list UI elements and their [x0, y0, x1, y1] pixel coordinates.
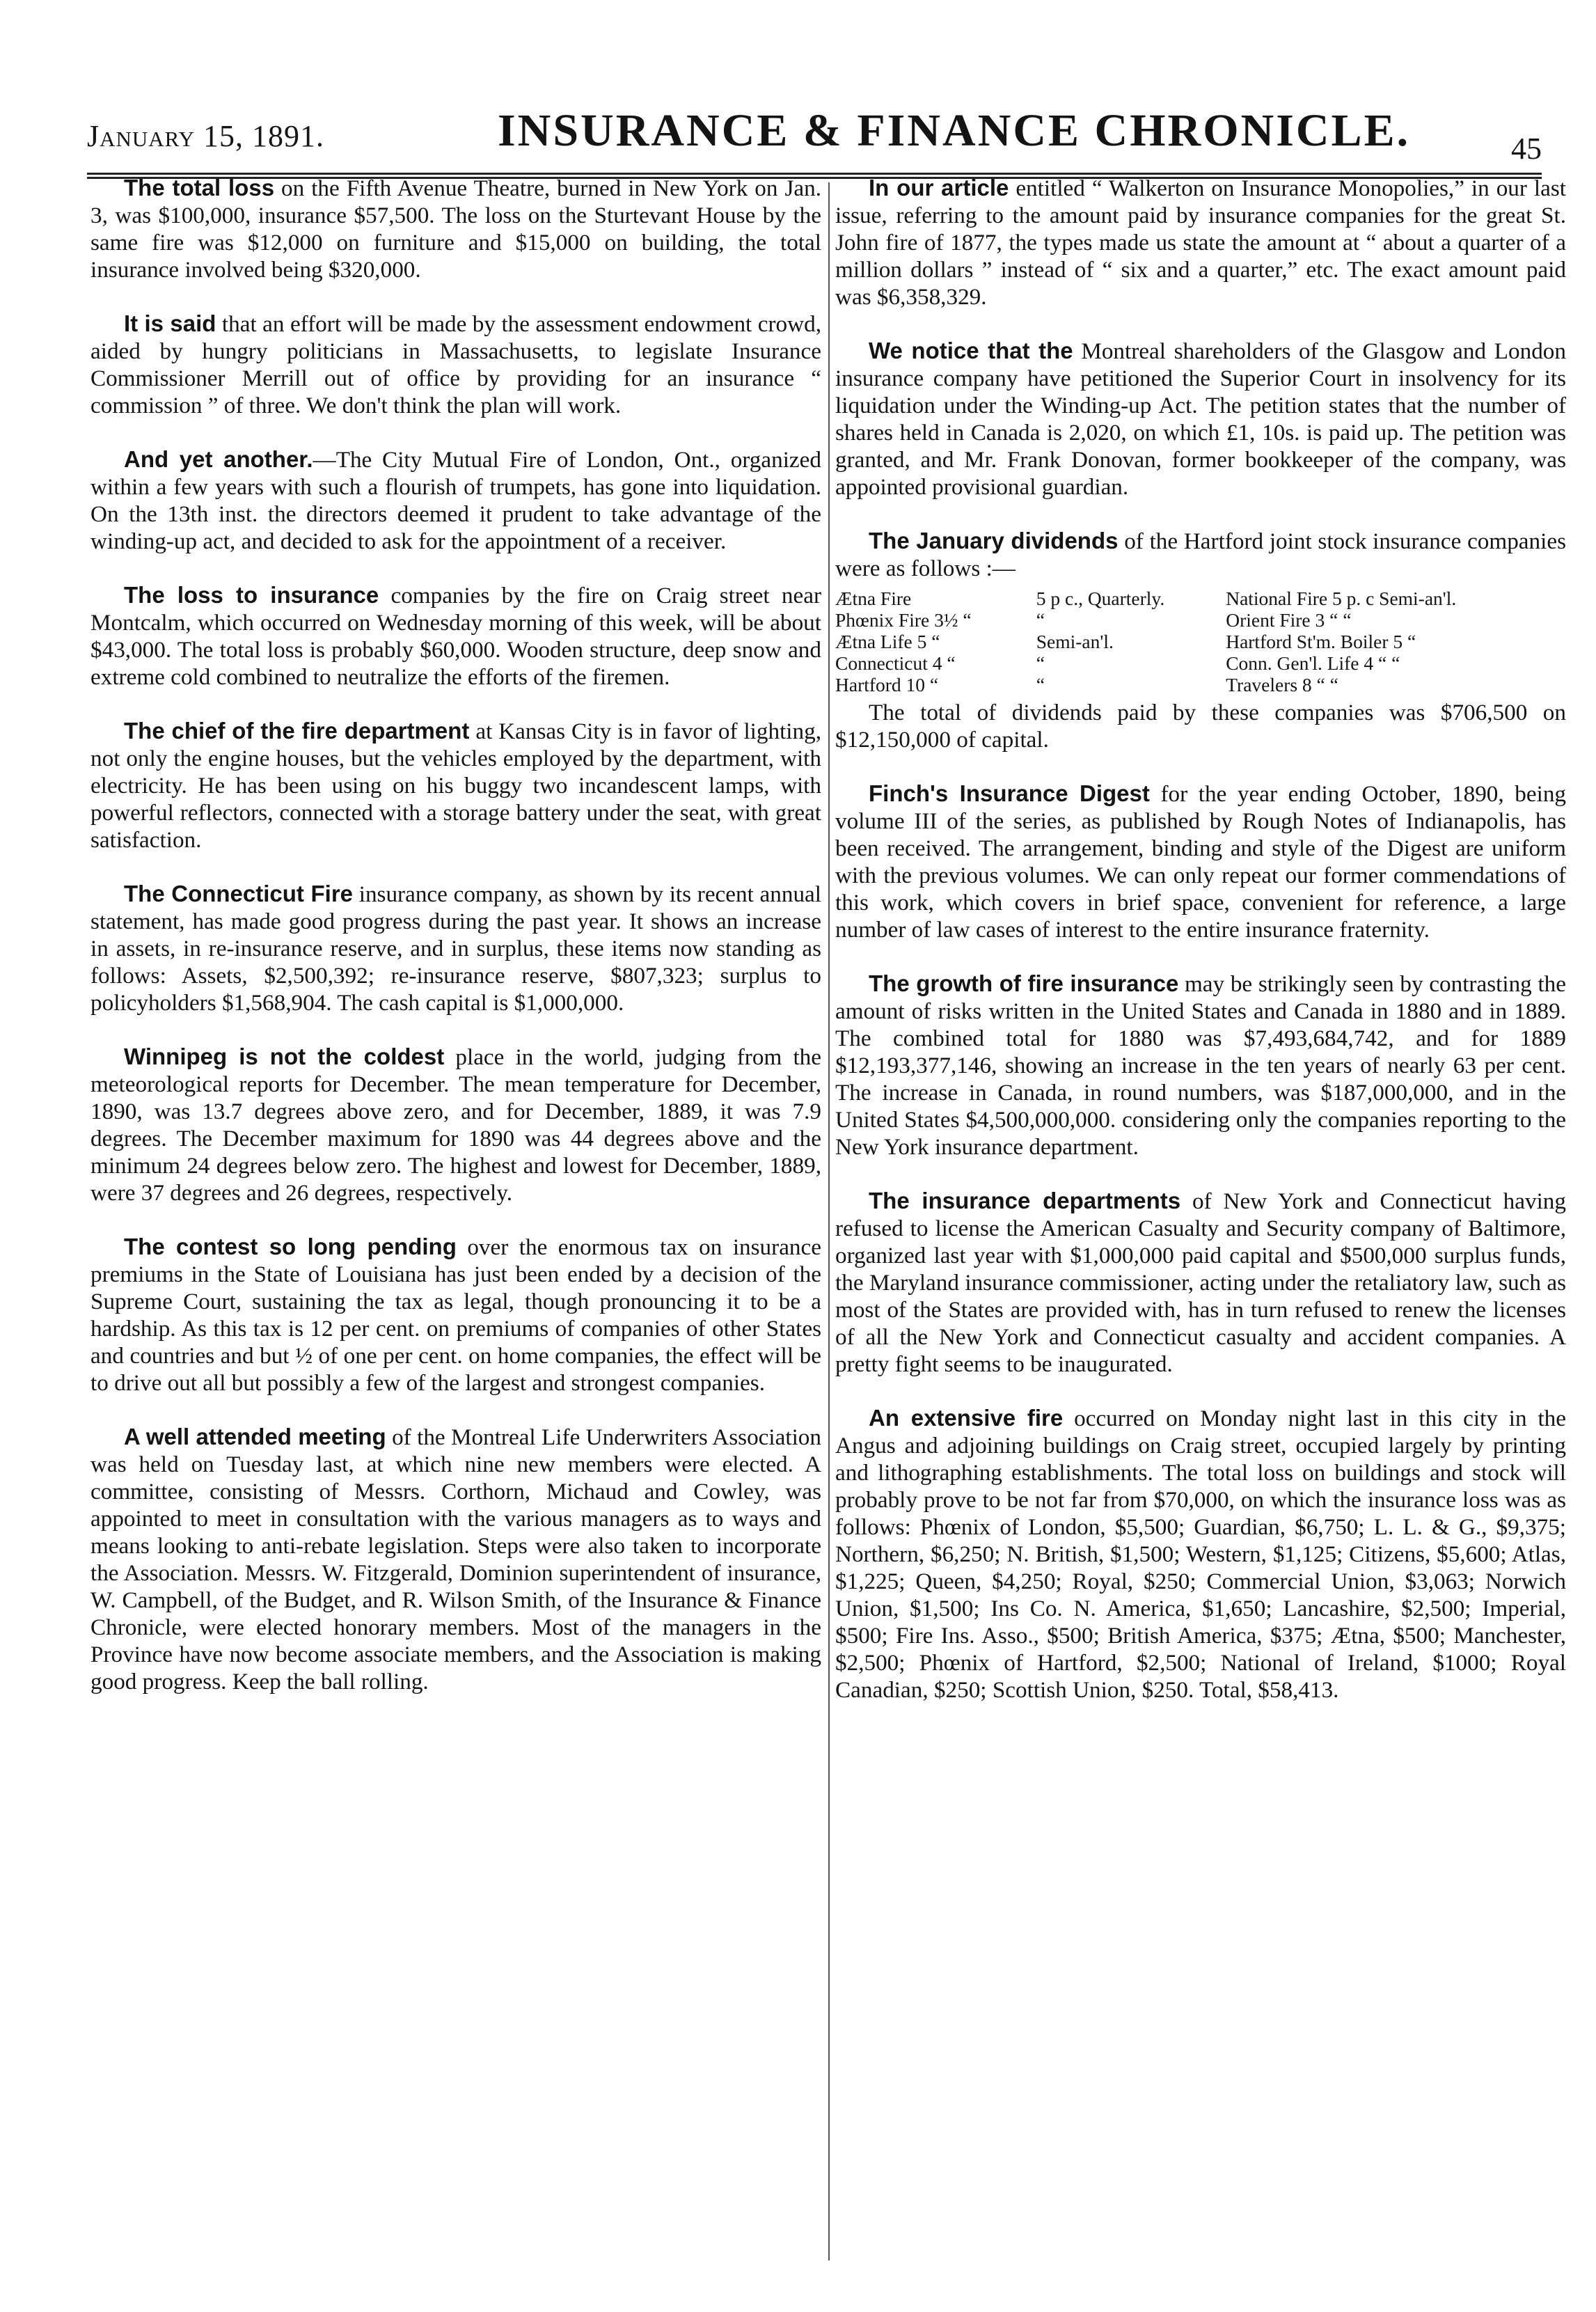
- item-lead: The Connecticut Fire: [124, 881, 354, 906]
- item-body: of the Hartford joint stock insurance companies were as follows :—: [835, 528, 1566, 581]
- table-cell: Ætna Fire: [835, 588, 912, 609]
- table-cell: Semi-an'l.: [1036, 631, 1114, 652]
- table-row: [835, 631, 1566, 652]
- item-body: that an effort will be made by the assessment endowment crowd, aided by hungry politicians in Massachusetts, to legislate Insurance Commissioner Merrill out of office by providing for an insurance “ commission ” of three. We don't think the plan will work.: [90, 311, 821, 418]
- table-row: [835, 588, 1566, 609]
- table-cell: “: [1036, 674, 1045, 695]
- news-item: [90, 1423, 821, 1695]
- table-cell: Connecticut 4 “: [835, 652, 956, 674]
- item-body: place in the world, judging from the meteorological reports for December. The mean temperature for December, 1890, was 13.7 degrees above zero, and for December, 1889, it was 7.9 degrees. The December maximum for 1890 was 44 degrees above and the minimum 24 degrees below zero. The highest and lowest for December, 1889, were 37 degrees and 26 degrees, respectively.: [90, 1044, 821, 1206]
- item-lead: The total loss: [124, 175, 275, 200]
- item-lead: An extensive fire: [869, 1405, 1064, 1431]
- issue-date: January 15, 1891.: [87, 119, 325, 153]
- item-body: occurred on Monday night last in this city in the Angus and adjoining buildings on Craig street, occupied largely by printing and lithographing establishments. The total loss on buildings and stock will probably prove to be not far from $70,000, on which the insurance loss was as follows: Phœnix of London, $5,500; Guardian, $6,750; L. L. & G., $9,375; Northern, $6,250; N. British, $1,500; Western, $1,125; Citizens, $5,600; Atlas, $1,225; Queen, $4,250; Royal, $250; Commercial Union, $3,063; Norwich Union, $1,500; Ins Co. N. America, $1,650; Lancashire, $2,500; Imperial, $500; Fire Ins. Asso., $500; British America, $375; Ætna, $500; Manchester, $2,500; Phœnix of Hartford, $2,500; National of Ireland, $1000; Royal Canadian, $250; Scottish Union, $250. Total, $58,413.: [835, 1406, 1566, 1703]
- table-row: [835, 609, 1566, 631]
- item-lead: The loss to insurance: [124, 582, 379, 608]
- page-number: 45: [1511, 132, 1542, 166]
- dividends-table: [835, 588, 1566, 695]
- item-body: companies by the fire on Craig street near Montcalm, which occurred on Wednesday morning of this week, will be about $43,000. The total loss is probably $60,000. Wooden structure, deep snow and extreme cold combined to neutralize the efforts of the firemen.: [90, 583, 821, 690]
- news-item: [90, 880, 821, 1016]
- table-cell: Orient Fire 3 “ “: [1226, 609, 1352, 631]
- table-cell: National Fire 5 p. c Semi-an'l.: [1226, 588, 1457, 609]
- item-body: —The City Mutual Fire of London, Ont., organized within a few years with such a flourish of trumpets, has gone into liquidation. On the 13th inst. the directors deemed it prudent to take advantage of the winding-up act, and decided to ask for the appointment of a receiver.: [90, 447, 821, 554]
- left-column: [90, 174, 821, 1722]
- item-body: The total of dividends paid by these companies was $706,500 on $12,150,000 of capital.: [835, 700, 1566, 753]
- table-cell: 5 p c., Quarterly.: [1036, 588, 1165, 609]
- item-body: of New York and Connecticut having refused to license the American Casualty and Security company of Baltimore, organized last year with $1,000,000 paid capital and $500,000 surplus funds, the Maryland insurance commissioner, acting under the retaliatory law, such as most of the States are provided with, has in turn refused to renew the licenses of all the New York and Connecticut casualty and accident companies. A pretty fight seems to be inaugurated.: [835, 1188, 1566, 1377]
- news-item: [90, 717, 821, 854]
- item-lead: A well attended meeting: [124, 1424, 386, 1449]
- news-item: [835, 527, 1566, 582]
- item-lead: In our article: [869, 175, 1009, 200]
- table-cell: Hartford St'm. Boiler 5 “: [1226, 631, 1416, 652]
- item-body: for the year ending October, 1890, being volume III of the series, as published by Rough Notes of Indianapolis, has been received. The arrangement, binding and style of the Digest are uniform with the previous volumes. We can only repeat our former commendations of this work, which covers in brief space, convenient for reference, a large number of law cases of interest to the entire insurance fraternity.: [835, 781, 1567, 943]
- page-header: [87, 104, 1542, 167]
- news-item: [835, 780, 1566, 943]
- news-item: [835, 698, 1566, 753]
- news-item: [90, 174, 821, 283]
- table-cell: Ætna Life 5 “: [835, 631, 940, 652]
- news-item: [90, 1043, 821, 1206]
- item-lead: And yet another.: [124, 446, 313, 472]
- news-item: [835, 337, 1566, 501]
- item-lead: We notice that the: [869, 338, 1073, 363]
- item-lead: The chief of the fire department: [124, 718, 470, 744]
- table-cell: “: [1036, 609, 1045, 631]
- item-lead: Finch's Insurance Digest: [869, 780, 1150, 806]
- news-item: [90, 446, 821, 555]
- news-item: [90, 581, 821, 691]
- news-item: [90, 310, 821, 419]
- item-body: at Kansas City is in favor of lighting, not only the engine houses, but the vehicles employed by the department, with electricity. He has been using on his buggy two incandescent lamps, with powerful reflectors, connected with a storage battery under the seat, with great satisfaction.: [90, 718, 821, 853]
- item-body: may be strikingly seen by contrasting the amount of risks written in the United States and Canada in 1880 and in 1889. The combined total for 1880 was $7,493,684,742, and for 1889 $12,193,377,146, showing an increase in the ten years of nearly 63 per cent. The increase in Canada, in round numbers, was $187,000,000, and in the United States $4,500,000,000. considering only the companies reporting to the New York insurance department.: [835, 971, 1566, 1160]
- table-cell: Travelers 8 “ “: [1226, 674, 1338, 695]
- column-divider: [828, 182, 830, 2260]
- table-cell: Conn. Gen'l. Life 4 “ “: [1226, 652, 1400, 674]
- masthead-title: INSURANCE & FINANCE CHRONICLE.: [498, 105, 1411, 156]
- item-lead: The January dividends: [869, 528, 1119, 553]
- news-item: [90, 1233, 821, 1397]
- item-body: of the Montreal Life Underwriters Association was held on Tuesday last, at which nine new members were elected. A committee, consisting of Messrs. Corthorn, Michaud and Cowley, was appointed to meet in consultation with the various managers as to ways and means looking to anti-rebate legislation. Steps were also taken to incorporate the Association. Messrs. W. Fitzgerald, Dominion superintendent of insurance, W. Campbell, of the Budget, and R. Wilson Smith, of the Insurance & Finance Chronicle, were elected honorary members. Most of the managers in the Province have now become associate members, and the Association is making good progress. Keep the ball rolling.: [90, 1424, 821, 1694]
- news-item: [835, 970, 1566, 1161]
- table-row: [835, 652, 1566, 674]
- table-row: [835, 674, 1566, 695]
- item-lead: It is said: [124, 310, 216, 336]
- news-item: [835, 1404, 1566, 1704]
- news-item: [835, 174, 1566, 310]
- item-body: insurance company, as shown by its recent annual statement, has made good progress during the past year. It shows an increase in assets, in re-insurance reserve, and in surplus, these items now standing as follows: Assets, $2,500,392; re-insurance reserve, $807,323; surplus to policyholders $1,568,904. The cash capital is $1,000,000.: [90, 881, 821, 1016]
- table-cell: Hartford 10 “: [835, 674, 939, 695]
- item-lead: Winnipeg is not the coldest: [124, 1044, 445, 1069]
- item-lead: The insurance departments: [869, 1188, 1181, 1213]
- item-body: entitled “ Walkerton on Insurance Monopolies,” in our last issue, referring to the amount paid by insurance companies for the great St. John fire of 1877, the types made us state the amount at “ about a quarter of a million dollars ” instead of “ six and a quarter,” etc. The exact amount paid was $6,358,329.: [835, 175, 1566, 310]
- item-body: Montreal shareholders of the Glasgow and London insurance company have petitioned the Superior Court in insolvency for its liquidation under the Winding-up Act. The petition states that the number of shares held in Canada is 2,020, on which £1, 10s. is paid up. The petition was granted, and Mr. Frank Donovan, former bookkeeper of the company, was appointed provisional guardian.: [835, 338, 1566, 500]
- news-item: [835, 1187, 1566, 1378]
- table-cell: Phœnix Fire 3½ “: [835, 609, 972, 631]
- right-column: [835, 174, 1566, 1730]
- item-body: on the Fifth Avenue Theatre, burned in New York on Jan. 3, was $100,000, insurance $57,500. The loss on the Sturtevant House by the same fire was $12,000 on furniture and $15,000 on building, the total insurance involved being $320,000.: [90, 175, 821, 283]
- item-lead: The contest so long pending: [124, 1234, 457, 1259]
- item-body: over the enormous tax on insurance premiums in the State of Louisiana has just been ended by a decision of the Supreme Court, sustaining the tax as legal, though pronouncing it to be a hardship. As this tax is 12 per cent. on premiums of companies of other States and countries and but ½ of one per cent. on home companies, the effect will be to drive out all but possibly a few of the largest and strongest companies.: [90, 1234, 821, 1396]
- table-cell: “: [1036, 652, 1045, 674]
- item-lead: The growth of fire insurance: [869, 970, 1179, 996]
